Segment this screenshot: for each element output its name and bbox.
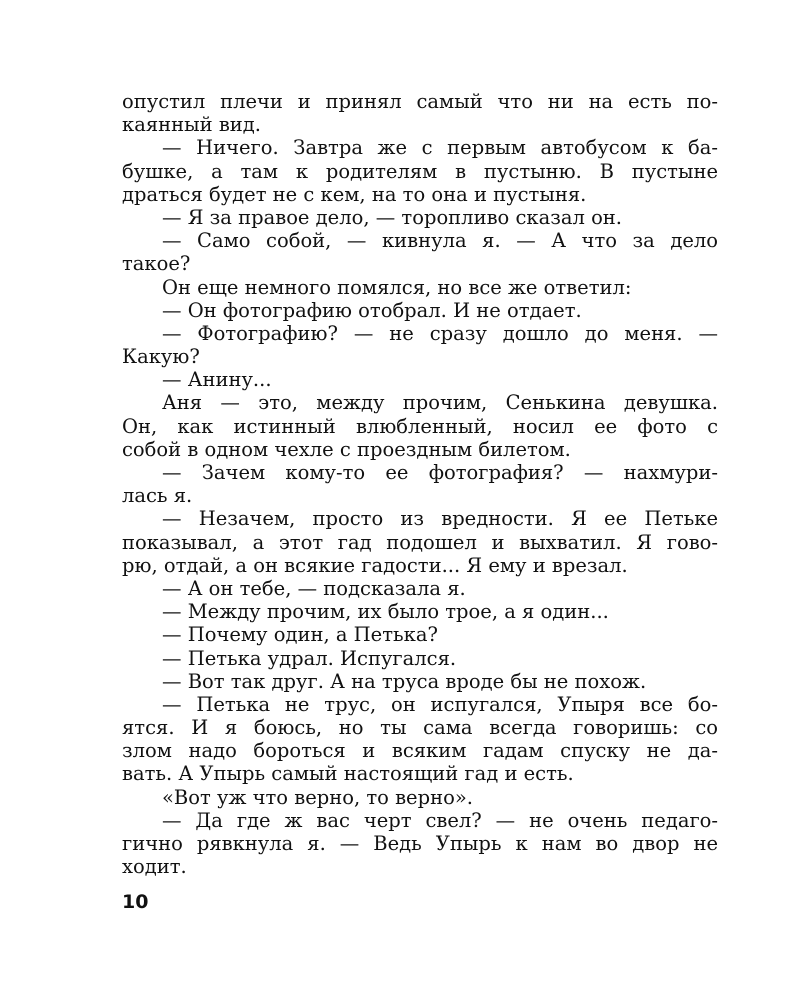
text-line: — Почему один, а Петька? — [162, 623, 438, 647]
text-line: — Ничего. Завтра же с первым автобусом к ба- — [162, 136, 718, 160]
text-line: Аня — это, между прочим, Сенькина девушка. — [162, 391, 718, 415]
text-line: Какую? — [122, 345, 200, 369]
text-line: — Зачем кому-то ее фотография? — нахмури- — [162, 461, 718, 484]
text-line: — Я за правое дело, — торопливо сказал он. — [162, 205, 623, 229]
page-number: 10 — [122, 891, 149, 913]
text-line: — Петька не трус, он испугался, Упыря все бо- — [162, 692, 718, 716]
text-line: рю, отдай, а он всякие гадости... Я ему и врезал. — [122, 553, 628, 577]
text-line: «Вот уж что верно, то верно». — [162, 785, 473, 809]
text-line: такое? — [122, 252, 191, 276]
text-line: — Между прочим, их было трое, а я один... — [162, 600, 609, 624]
text-line: показывал, а этот гад подошел и выхватил. Я гово- — [122, 530, 718, 554]
text-line: — Незачем, просто из вредности. Я ее Петьке — [162, 507, 718, 531]
text-line: Он, как истинный влюбленный, носил ее фото с — [122, 414, 718, 438]
text-line: гично рявкнула я. — Ведь Упырь к нам во двор не — [122, 832, 718, 855]
text-line: опустил плечи и принял самый что ни на есть по- — [122, 90, 718, 113]
text-line: — Анину... — [162, 368, 272, 392]
text-line: ятся. И я боюсь, но ты сама всегда говоришь: со — [122, 716, 718, 740]
text-line: ходит. — [122, 855, 187, 879]
text-line: лась я. — [122, 484, 193, 508]
text-line: собой в одном чехле с проездным билетом. — [122, 437, 571, 461]
text-line: Он еще немного помялся, но все же ответил: — [162, 275, 632, 299]
text-line: — Фотографию? — не сразу дошло до меня. — — [162, 321, 718, 345]
text-line: вать. А Упырь самый настоящий гад и есть. — [122, 762, 574, 786]
text-line: злом надо бороться и всяким гадам спуску не да- — [122, 739, 718, 763]
text-line: драться будет не с кем, на то она и пустыня. — [122, 182, 587, 206]
text-line: — Само собой, — кивнула я. — А что за дело — [162, 229, 718, 253]
text-line: — Он фотографию отобрал. И не отдает. — [162, 298, 582, 322]
body-text — [122, 90, 718, 878]
text-line: каянный вид. — [122, 113, 262, 137]
text-line: — А он тебе, — подсказала я. — [162, 576, 466, 600]
text-line: — Да где ж вас черт свел? — не очень педаго- — [162, 808, 718, 832]
text-line: бушке, а там к родителям в пустыню. В пустыне — [122, 159, 718, 183]
text-line: — Петька удрал. Испугался. — [162, 646, 457, 670]
text-line: — Вот так друг. А на труса вроде бы не похож. — [162, 669, 647, 693]
